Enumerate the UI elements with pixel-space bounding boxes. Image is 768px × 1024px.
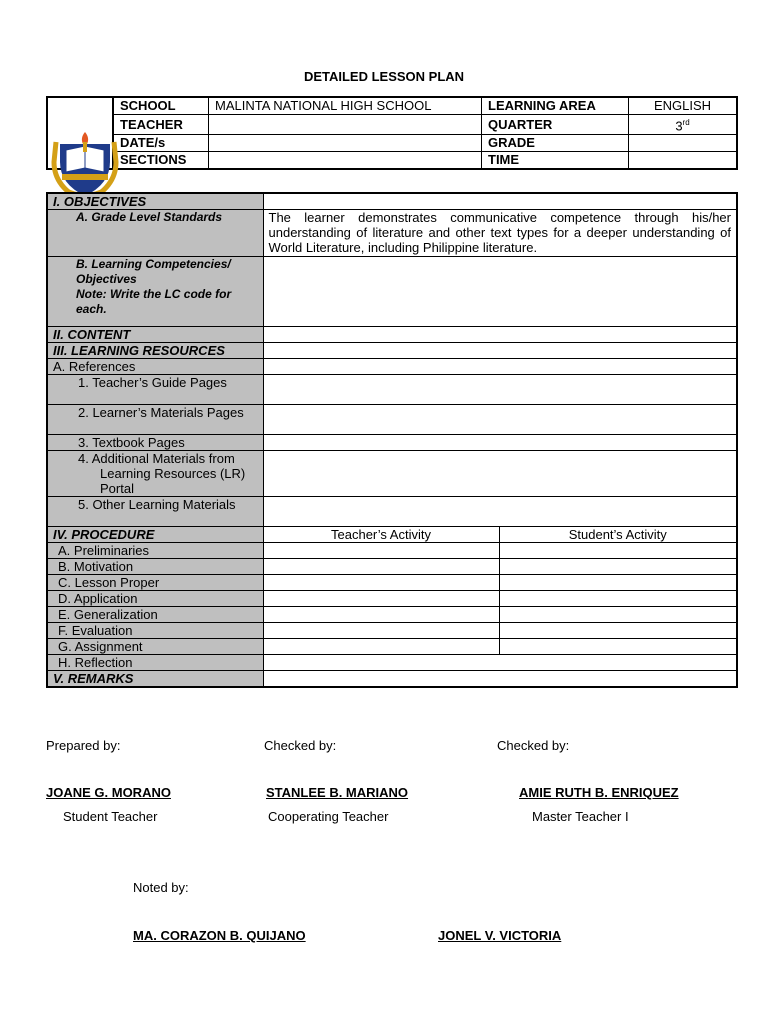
teachers-activity-header: Teacher’s Activity <box>263 527 499 543</box>
student-activity-cell <box>499 607 737 623</box>
remarks-heading: V. REMARKS <box>47 671 263 688</box>
ref-item-value <box>263 405 737 435</box>
content-value <box>263 327 737 343</box>
noted-by-name-2: JONEL V. VICTORIA <box>438 928 562 943</box>
procedure-item: B. Motivation <box>47 559 263 575</box>
teacher-activity-cell <box>263 575 499 591</box>
teacher-activity-cell <box>263 623 499 639</box>
lesson-plan-table <box>46 192 738 688</box>
grade-value <box>629 135 738 152</box>
references-value <box>263 359 737 375</box>
ref-item: 5. Other Learning Materials <box>47 497 263 527</box>
ref-item-value <box>263 497 737 527</box>
learning-competencies-label: B. Learning Competencies/ Objectives <box>76 257 231 286</box>
student-activity-cell <box>499 623 737 639</box>
document-title: DETAILED LESSON PLAN <box>303 69 465 84</box>
ref-item: 4. Additional Materials from Learning Resources (LR) Portal <box>47 451 263 497</box>
sections-value <box>209 152 482 170</box>
student-activity-cell <box>499 543 737 559</box>
learning-area-label: LEARNING AREA <box>482 97 629 115</box>
procedure-item: C. Lesson Proper <box>47 575 263 591</box>
learning-resources-heading: III. LEARNING RESOURCES <box>47 343 263 359</box>
ref-item-value <box>263 451 737 497</box>
date-value <box>209 135 482 152</box>
remarks-value <box>263 671 737 688</box>
quarter-label: QUARTER <box>482 115 629 135</box>
procedure-item: A. Preliminaries <box>47 543 263 559</box>
procedure-heading: IV. PROCEDURE <box>47 527 263 543</box>
grade-level-standards-label: A. Grade Level Standards <box>47 210 263 257</box>
procedure-item: H. Reflection <box>47 655 263 671</box>
teacher-activity-cell <box>263 543 499 559</box>
learning-competencies-cell <box>47 257 263 327</box>
header-table <box>46 96 738 170</box>
sections-label: SECTIONS <box>113 152 209 170</box>
student-teacher-name: JOANE G. MORANO <box>46 785 171 800</box>
school-value: MALINTA NATIONAL HIGH SCHOOL <box>209 97 482 115</box>
procedure-item: D. Application <box>47 591 263 607</box>
references-label: A. References <box>47 359 263 375</box>
learning-competencies-value <box>263 257 737 327</box>
ref-item-value <box>263 435 737 451</box>
learning-area-value: ENGLISH <box>629 97 738 115</box>
noted-by-label: Noted by: <box>133 880 189 895</box>
ref-item-value <box>263 375 737 405</box>
teacher-value <box>209 115 482 135</box>
teacher-activity-cell <box>263 559 499 575</box>
ref-item: 1. Teacher’s Guide Pages <box>47 375 263 405</box>
objectives-cell <box>263 193 737 210</box>
reflection-cell <box>263 655 737 671</box>
student-activity-cell <box>499 639 737 655</box>
time-label: TIME <box>482 152 629 170</box>
master-teacher-role: Master Teacher I <box>532 809 629 824</box>
student-teacher-role: Student Teacher <box>63 809 158 824</box>
grade-level-standards-text: The learner demonstrates communicative competence through his/her understanding of literature and other text types for a deeper understanding of World Literature, including Philippine literature. <box>263 210 737 257</box>
time-value <box>629 152 738 170</box>
noted-by-name-1: MA. CORAZON B. QUIJANO <box>133 928 306 943</box>
checked-by-label-2: Checked by: <box>497 738 570 753</box>
student-activity-cell <box>499 591 737 607</box>
procedure-item: E. Generalization <box>47 607 263 623</box>
grade-label: GRADE <box>482 135 629 152</box>
master-teacher-name: AMIE RUTH B. ENRIQUEZ <box>519 785 679 800</box>
content-heading: II. CONTENT <box>47 327 263 343</box>
teacher-activity-cell <box>263 591 499 607</box>
logo-cell <box>47 97 113 169</box>
ref-item: 3. Textbook Pages <box>47 435 263 451</box>
teacher-activity-cell <box>263 607 499 623</box>
date-label: DATE/s <box>113 135 209 152</box>
procedure-item: G. Assignment <box>47 639 263 655</box>
student-activity-cell <box>499 575 737 591</box>
learning-resources-value <box>263 343 737 359</box>
cooperating-teacher-role: Cooperating Teacher <box>268 809 389 824</box>
prepared-by-label: Prepared by: <box>46 738 121 753</box>
procedure-item: F. Evaluation <box>47 623 263 639</box>
students-activity-header: Student’s Activity <box>499 527 737 543</box>
quarter-suffix: rd <box>682 118 690 127</box>
school-label: SCHOOL <box>113 97 209 115</box>
teacher-label: TEACHER <box>113 115 209 135</box>
quarter-value: 3 <box>675 118 683 134</box>
ref-item: 2. Learner’s Materials Pages <box>47 405 263 435</box>
cooperating-teacher-name: STANLEE B. MARIANO <box>266 785 409 800</box>
teacher-activity-cell <box>263 639 499 655</box>
student-activity-cell <box>499 559 737 575</box>
lc-code-note: Note: Write the LC code for each. <box>76 287 232 316</box>
quarter-value-cell <box>629 115 738 135</box>
checked-by-label-1: Checked by: <box>264 738 337 753</box>
objectives-heading: I. OBJECTIVES <box>47 193 263 210</box>
